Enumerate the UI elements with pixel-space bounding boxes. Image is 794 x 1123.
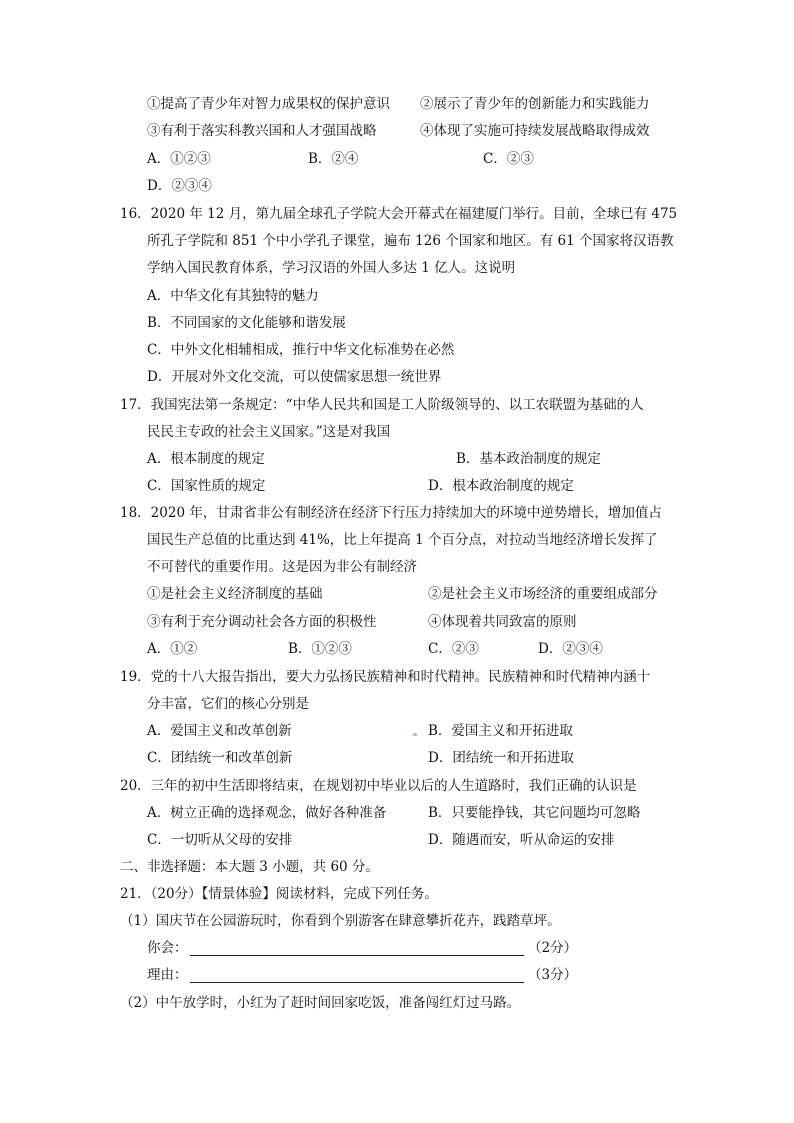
q18-stem-line-3: 不可替代的重要作用。这是因为非公有制经济 xyxy=(147,559,417,575)
q19-option-a: A．爱国主义和改革创新 xyxy=(147,723,292,739)
q17-option-c: C．国家性质的规定 xyxy=(147,478,266,494)
q16-option-d: D．开展对外文化交流，可以使儒家思想一统世界 xyxy=(147,369,442,385)
q17-stem-line-2: 民民主专政的社会主义国家。”这是对我国 xyxy=(147,424,391,440)
q16-stem-line-1: 16．2020 年 12 月，第九届全球孔子学院大会开幕式在福建厦门举行。目前，全球已有 475 xyxy=(120,206,678,222)
q15-option-a: A．①②③ xyxy=(147,151,211,167)
q15-statement-2: ②展示了青少年的创新能力和实践能力 xyxy=(420,96,650,112)
q19-option-b: B．爱国主义和开拓进取 xyxy=(428,723,573,739)
q21-part-2: （2）中午放学时，小红为了赶时间回家吃饭，准备闯红灯过马路。 xyxy=(120,995,521,1011)
q15-statement-1: ①提高了青少年对智力成果权的保护意识 xyxy=(147,96,390,112)
q20-option-c: C．一切听从父母的安排 xyxy=(147,832,293,848)
q17-option-a: A．根本制度的规定 xyxy=(147,451,265,467)
q20-option-d: D．随遇而安，听从命运的安排 xyxy=(428,832,615,848)
q18-option-d: D．②③④ xyxy=(538,641,603,657)
q16-option-c: C．中外文化相辅相成，推行中华文化标准势在必然 xyxy=(147,342,455,358)
section-2-heading: 二、非选择题：本大题 3 小题，共 60 分。 xyxy=(120,859,379,875)
q15-option-b: B．②④ xyxy=(308,151,359,167)
q18-option-c: C．②③ xyxy=(428,641,479,657)
q16-stem-line-3: 学纳入国民教育体系，学习汉语的外国人多达 1 亿人。这说明 xyxy=(147,260,516,276)
q18-statement-1: ①是社会主义经济制度的基础 xyxy=(147,586,323,602)
q21-you-score: （2分） xyxy=(528,940,578,956)
q21-you-answer-blank[interactable] xyxy=(190,955,524,956)
q17-option-b: B．基本政治制度的规定 xyxy=(456,451,601,467)
q18-statement-2: ②是社会主义市场经济的重要组成部分 xyxy=(428,586,658,602)
q21-heading: 21．（20分）【情景体验】阅读材料，完成下列任务。 xyxy=(120,886,438,902)
q17-stem-line-1: 17．我国宪法第一条规定：“中华人民共和国是工人阶级领导的、以工农联盟为基础的人 xyxy=(120,397,644,413)
scan-speck xyxy=(413,733,417,736)
q20-stem-line-1: 20．三年的初中生活即将结束，在规划初中毕业以后的人生道路时，我们正确的认识是 xyxy=(120,778,637,794)
q18-stem-line-1: 18．2020 年，甘肃省非公有制经济在经济下行压力持续加大的环境中逆势增长，增加值占 xyxy=(120,505,662,521)
q18-statement-4: ④体现着共同致富的原则 xyxy=(428,614,577,630)
q16-stem-line-2: 所孔子学院和 851 个中小学孔子课堂，遍布 126 个国家和地区。有 61 个国家将汉语教 xyxy=(147,233,674,249)
q16-option-b: B．不同国家的文化能够和谐发展 xyxy=(147,315,346,331)
q15-statement-4: ④体现了实施可持续发展战略取得成效 xyxy=(420,123,650,139)
q19-stem-line-1: 19．党的十八大报告指出，要大力弘扬民族精神和时代精神。民族精神和时代精神内涵十 xyxy=(120,669,651,685)
q20-option-b: B．只要能挣钱，其它问题均可忽略 xyxy=(428,805,641,821)
q18-option-b: B．①②③ xyxy=(288,641,352,657)
q20-option-a: A．树立正确的选择观念，做好各种准备 xyxy=(147,805,387,821)
q15-statement-3: ③有利于落实科教兴国和人才强国战略 xyxy=(147,123,377,139)
q15-option-c: C．②③ xyxy=(483,151,534,167)
q21-you-label: 你会： xyxy=(147,940,188,956)
q19-option-d: D．团结统一和开拓进取 xyxy=(428,750,574,766)
q18-statement-3: ③有利于充分调动社会各方面的积极性 xyxy=(147,614,377,630)
q21-reason-answer-blank[interactable] xyxy=(190,982,524,983)
q18-stem-line-2: 国民生产总值的比重达到 41%，比上年提高 1 个百分点，对拉动当地经济增长发挥了 xyxy=(147,532,658,548)
q21-part-1: （1）国庆节在公园游玩时，你看到个别游客在肆意攀折花卉，践踏草坪。 xyxy=(120,913,561,929)
q21-reason-score: （3分） xyxy=(528,967,578,983)
q19-stem-line-2: 分丰富，它们的核心分别是 xyxy=(147,696,309,712)
q19-option-c: C．团结统一和改革创新 xyxy=(147,750,293,766)
q18-option-a: A．①② xyxy=(147,641,198,657)
q17-option-d: D．根本政治制度的规定 xyxy=(428,478,574,494)
q16-option-a: A．中华文化有其独特的魅力 xyxy=(147,288,319,304)
q21-reason-label: 理由： xyxy=(147,967,188,983)
q15-option-d: D．②③④ xyxy=(147,178,212,194)
